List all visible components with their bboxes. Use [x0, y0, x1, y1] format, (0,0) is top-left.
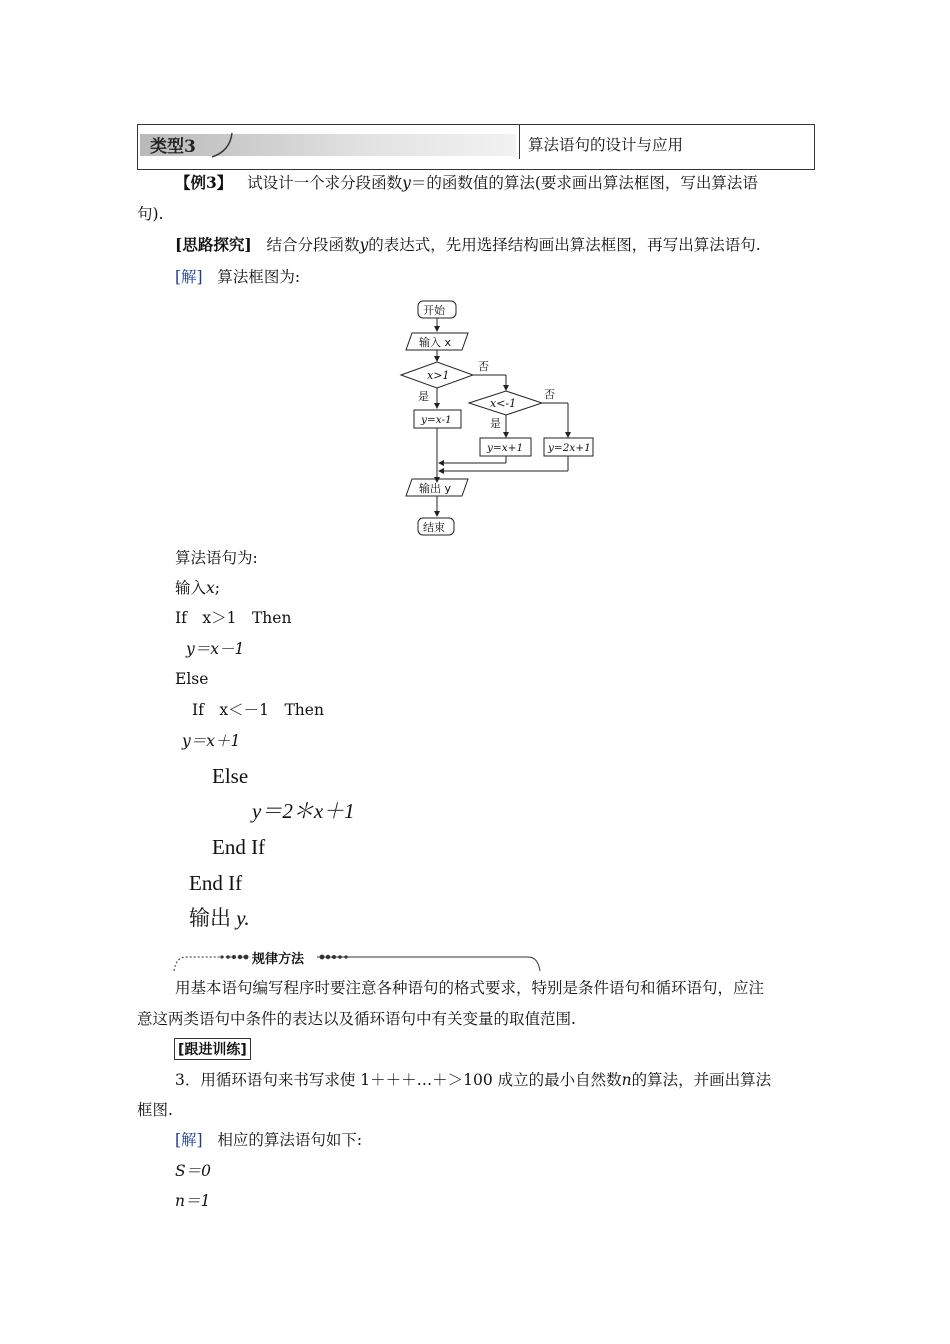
solution-tag: [解] [175, 268, 203, 286]
example-tag: 【例3】 [175, 173, 233, 192]
var-y: y [402, 174, 411, 192]
code-line-10: End If [189, 871, 243, 895]
practice-solution-text: 相应的算法语句如下: [217, 1131, 363, 1149]
method-label: 规律方法 [252, 952, 305, 967]
method-para-2: 意这两类语句中条件的表达以及循环语句中有关变量的取值范围. [137, 1010, 576, 1028]
example-line-1 [175, 173, 758, 193]
start-label: 开始 [423, 304, 445, 317]
example-text-rest: ＝的函数值的算法(要求画出算法框图，写出算法语 [410, 174, 758, 192]
code-line-9: End If [212, 835, 266, 859]
practice-code-1: S＝0 [175, 1162, 211, 1180]
code-line-6: y＝x＋1 [182, 732, 241, 750]
no1-label: 否 [478, 360, 489, 373]
banner-swoosh [208, 131, 238, 159]
code-line-2: If x＞1 Then [175, 609, 292, 627]
code-line-3: y＝x－1 [186, 640, 245, 658]
solution-text: 算法框图为: [217, 268, 301, 286]
cond1-label: x>1 [427, 369, 450, 382]
practice-question-2: 框图. [137, 1101, 173, 1119]
code-line-1: 输入x; [175, 579, 220, 597]
example-line-2: 句). [137, 205, 164, 223]
var-y: y [359, 236, 369, 254]
box2-label: y=x+1 [487, 442, 524, 454]
box3-label: y=2x+1 [548, 442, 591, 454]
section-title: 算法语句的设计与应用 [528, 136, 684, 154]
output-label: 输出 y [419, 482, 452, 495]
code-line-4: Else [175, 670, 209, 688]
type-label: 类型3 [150, 137, 196, 157]
practice-tag: [跟进训练] [174, 1038, 251, 1060]
code-line-5: If x＜－1 Then [192, 701, 324, 719]
end-label: 结束 [423, 521, 445, 534]
yes2-label: 是 [490, 417, 501, 430]
code-line-8: y＝2＊x＋1 [252, 799, 355, 823]
practice-code-2: n＝1 [175, 1192, 211, 1210]
box1-label: y=x-1 [421, 414, 452, 426]
analysis-text-a: 结合分段函数 [266, 236, 360, 254]
analysis-text-b: 的表达式，先用选择结构画出算法框图，再写出算法语句. [368, 236, 761, 254]
banner-shade [140, 134, 516, 156]
analysis-line [175, 235, 761, 255]
method-para-1: 用基本语句编写程序时要注意各种语句的格式要求，特别是条件语句和循环语句，应注 [175, 979, 765, 997]
yes1-label: 是 [418, 390, 429, 403]
no2-label: 否 [544, 388, 555, 401]
input-label: 输入 x [419, 336, 452, 349]
practice-solution [175, 1130, 362, 1150]
solution-line [175, 267, 300, 287]
banner-divider [519, 124, 520, 159]
example-text: 试设计一个求分段函数 [247, 174, 403, 192]
flowchart [390, 295, 610, 540]
analysis-tag: [思路探究] [175, 235, 252, 254]
code-intro: 算法语句为: [175, 549, 258, 567]
cond2-label: x<-1 [490, 397, 517, 410]
code-line-11: 输出 y. [189, 906, 250, 930]
method-box-border [172, 951, 542, 973]
code-line-7: Else [212, 764, 249, 788]
practice-solution-tag: [解] [175, 1131, 203, 1149]
practice-question-1: 3．用循环语句来书写求使 1＋＋＋…＋＞100 成立的最小自然数n的算法，并画出算法 [175, 1071, 772, 1089]
